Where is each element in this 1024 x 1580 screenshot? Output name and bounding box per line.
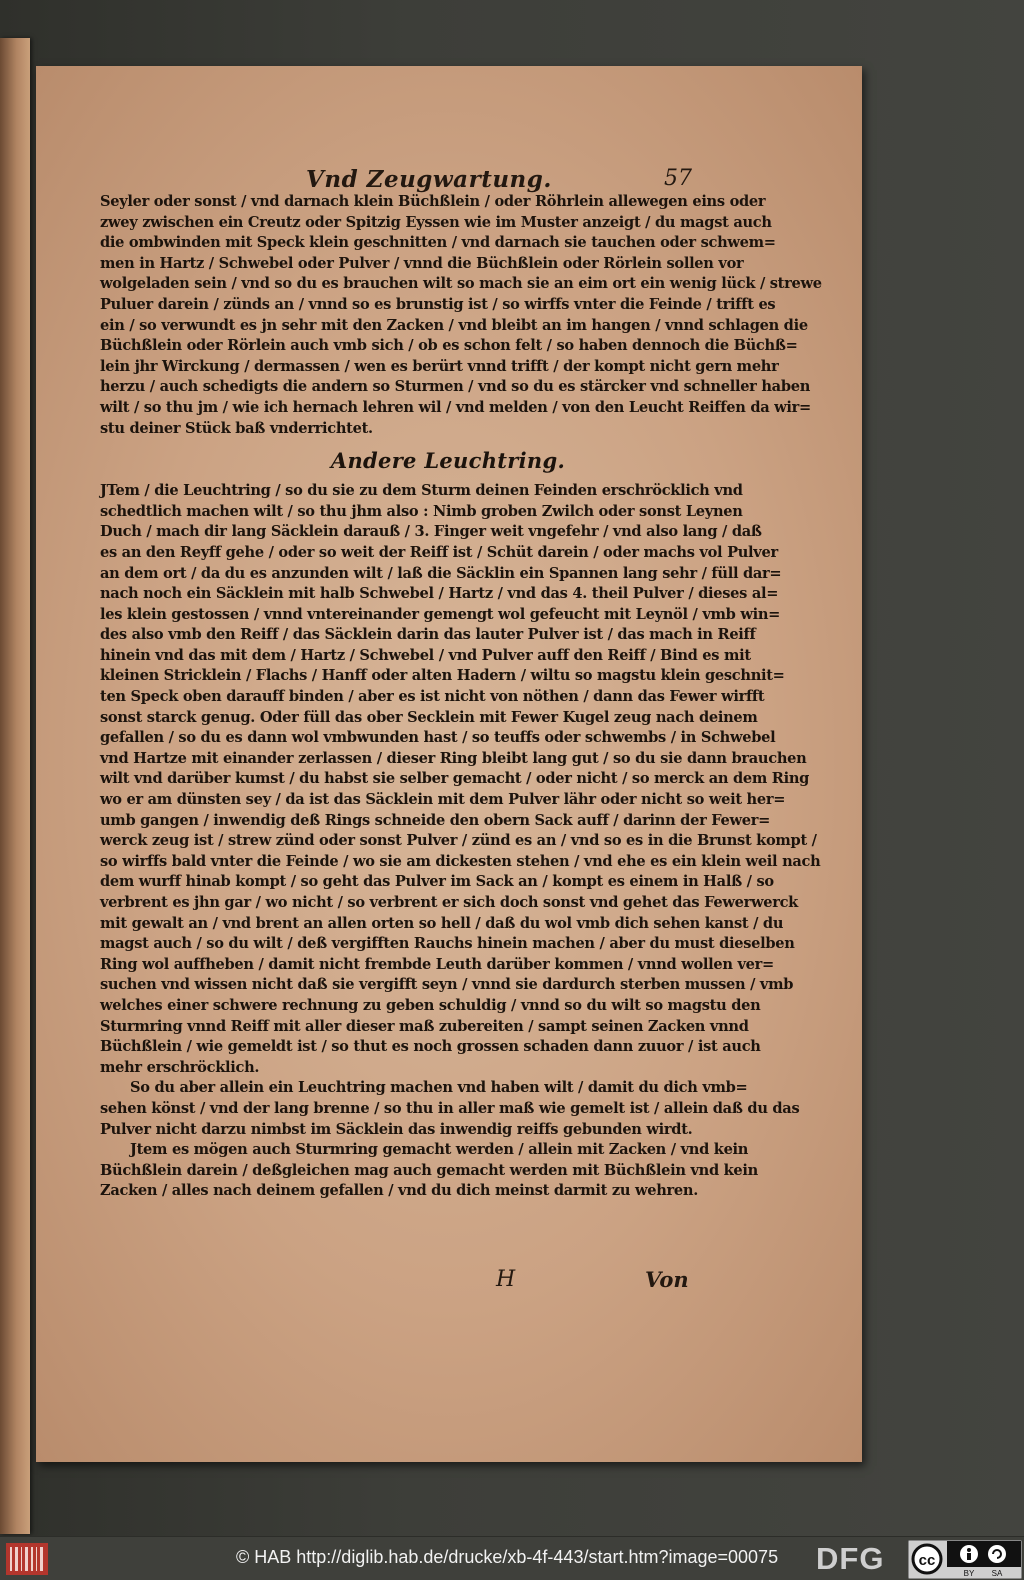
catchword: Von [645,1267,689,1292]
main-paragraph [100,481,821,1078]
text-line: umb gangen / inwendig deß Rings schneide den obern Sack auff / darinn der Fewer= [100,811,771,829]
text-line: an dem ort / da du es anzunden wilt / laß die Säcklin ein Spannen lang sehr / füll dar= [100,564,782,582]
text-line: sonst starck genug. Oder füll das ober Secklein mit Fewer Kugel zeug nach deinem [100,708,758,726]
text-line: Jtem es mögen auch Sturmring gemacht werden / allein mit Zacken / vnd kein [130,1141,749,1159]
text-line: verbrent es jhn gar / wo nicht / so verbrent er sich doch sonst vnd gehet das Fewerwerck [100,894,798,911]
text-line: zwey zwischen ein Creutz oder Spitzig Eyssen wie im Muster anzeigt / du magst auch [100,213,772,231]
text-line: Seyler oder sonst / vnd darnach klein Büchßlein / oder Röhrlein allewegen eins oder [100,193,766,210]
dfg-logo: DFG [816,1541,885,1576]
text-line: les klein gestossen / vnnd vntereinander gemengt wol gefeucht mit Leynöl / vmb win= [100,605,781,623]
running-head: Vnd Zeugwartung. [306,166,552,193]
text-line: so wirffs bald vnter die Feinde / wo sie am dickesten stehen / vnd ehe es ein klein weil nach [100,852,821,870]
text-line: suchen vnd wissen nicht daß sie vergifft seyn / vnnd sie dardurch sterben mussen / vmb [100,976,794,994]
text-line: ein / so verwundt es jn sehr mit den Zacken / vnd bleibt an im hangen / vnnd schlagen die [100,316,808,334]
text-line: hinein vnd das mit dem / Hartz / Schwebel / vnd Pulver auff den Reiff / Bind es mit [100,646,751,664]
cc-by-sa-icon[interactable] [908,1540,1022,1579]
text-line: mehr erschröcklich. [100,1058,260,1076]
text-line: vnd Hartze mit einander zerlassen / dieser Ring bleibt lang gut / so du sie dann brauchen [100,749,807,767]
svg-text:SA: SA [991,1569,1003,1578]
text-line: Büchßlein / wie gemeldt ist / so thut es noch grossen schaden dann zuuor / ist auch [100,1038,761,1056]
text-line: So du aber allein ein Leuchtring machen vnd haben wilt / damit du dich vmb= [130,1079,748,1097]
text-line: Pulver nicht darzu nimbst im Säcklein das inwendig reiffs gebunden wirdt. [100,1120,693,1138]
text-line: stu deiner Stück baß vnderrichtet. [100,419,373,437]
barcode-icon [6,1543,48,1575]
section-heading: Andere Leuchtring. [330,448,566,474]
text-line: mit gewalt an / vnd brent an allen orten so hell / daß du wol vmb dich sehen kanst / du [100,914,784,932]
text-line: Ring wol auffheben / damit nicht frembde Leuth darüber kommen / vnnd wollen ver= [100,955,774,973]
svg-text:cc: cc [918,1552,936,1569]
book-page [36,66,862,1462]
text-line: welches einer schwere rechnung zu geben schuldig / vnnd so du wilt so magstu den [100,996,761,1014]
text-line: Sturmring vnnd Reiff mit aller dieser maß zubereiten / sampt seinen Zacken vnnd [100,1017,749,1035]
paragraph-3 [100,1140,758,1202]
text-line: ten Speck oben darauff binden / aber es ist nicht von nöthen / dann das Fewer wirfft [100,688,765,706]
copyright-credit-link[interactable]: © HAB http://diglib.hab.de/drucke/xb-4f-443/start.htm?image=00075 [236,1547,779,1567]
paragraph-2 [100,1078,800,1140]
text-line: kleinen Stricklein / Flachs / Hanff oder alten Hadern / wiltu so magstu klein geschnit= [100,667,785,685]
text-line: schedtlich machen wilt / so thu jhm also : Nimb groben Zwilch oder sonst Leynen [100,502,743,520]
text-line: Puluer darein / zünds an / vnnd so es brunstig ist / so wirffs vnter die Feinde / trifft es [100,295,776,313]
text-line: werck zeug ist / strew zünd oder sonst Pulver / zünd es an / vnd so es in die Brunst kompt / [100,832,817,850]
svg-text:BY: BY [963,1569,975,1578]
text-line: herzu / auch schedigts die andern so Sturmen / vnd so du es stärcker vnd schneller haben [100,378,811,396]
text-line: men in Hartz / Schwebel oder Pulver / vnnd die Büchßlein oder Rörlein sollen vor [100,254,744,272]
text-line: wolgeladen sein / vnd so du es brauchen wilt so mach sie an eim ort ein wenig lück / strewe [100,275,822,293]
text-line: JTem / die Leuchtring / so du sie zu dem Sturm deinen Feinden erschröcklich vnd [100,482,743,500]
text-line: nach noch ein Säcklein mit halb Schwebel / Hartz / vnd das 4. theil Pulver / dieses al= [100,585,779,603]
text-line: wilt vnd darüber kumst / du habst sie selber gemacht / oder nicht / so merck an dem Ring [100,770,810,788]
text-line: des also vmb den Reiff / das Säcklein darin das lauter Pulver ist / das mach in Reiff [100,626,756,644]
text-line: Büchßlein oder Rörlein auch vmb sich / ob es schon felt / so haben dennoch die Büchß= [100,337,798,355]
page-number: 57 [664,166,692,191]
text-line: Büchßlein darein / deßgleichen mag auch gemacht werden mit Büchßlein vnd kein [100,1161,758,1179]
text-line: magst auch / so du wilt / deß vergifften Rauchs hinein machen / aber du must dieselben [100,935,795,953]
text-line: gefallen / so du es dann wol vmbwunden hast / so teuffs oder schwembs / in Schwebel [100,729,776,747]
text-line: sehen könst / vnd der lang brenne / so thu in aller maß wie gemelt ist / allein daß du das [100,1099,800,1117]
text-line: die ombwinden mit Speck klein geschnitten / vnd darnach sie tauchen oder schwem= [100,234,776,252]
text-line: Zacken / alles nach deinem gefallen / vnd du dich meinst darmit zu wehren. [100,1182,698,1200]
viewer-footer [0,1536,1024,1580]
text-line: wilt / so thu jm / wie ich hernach lehren wil / vnd melden / von den Leucht Reiffen da wir= [100,398,811,416]
text-line: dem wurff hinab kompt / so geht das Pulver im Sack an / kompt es einem in Halß / so [100,873,774,891]
previous-page-edge [0,38,30,1534]
text-line: wo er am dünsten sey / da ist das Säcklein mit dem Pulver lähr oder nicht so weit her= [100,791,786,809]
signature-mark: H [496,1267,516,1292]
body-text [100,192,822,1202]
text-line: es an den Reyff gehe / oder so weit der Reiff ist / Schüt darein / oder machs vol Pulver [100,543,778,561]
text-line: lein jhr Wirckung / dermassen / wen es berürt vnnd trifft / der kompt nicht gern mehr [100,357,779,375]
text-line: Duch / mach dir lang Säcklein darauß / 3. Finger weit vngefehr / vnd also lang / daß [100,523,762,541]
top-paragraph [100,192,822,439]
